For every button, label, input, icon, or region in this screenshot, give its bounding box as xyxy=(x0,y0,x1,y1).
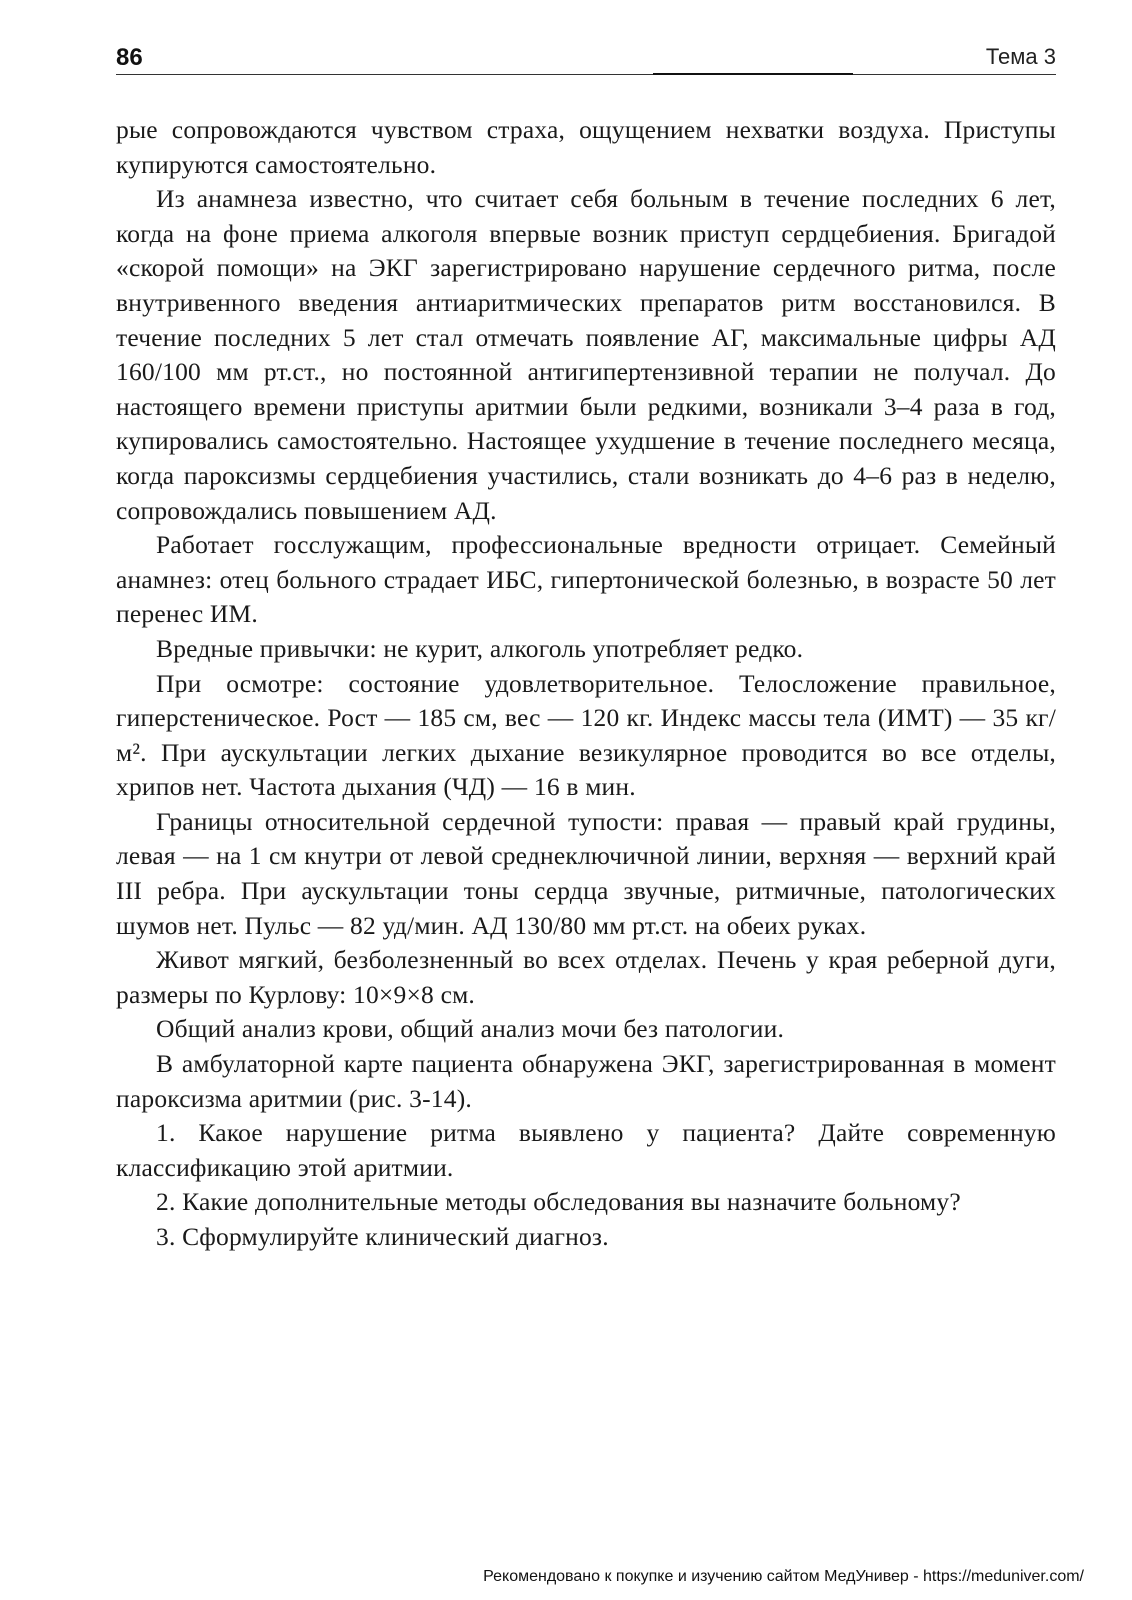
paragraph-ecg-record: В амбулаторной карте пациента обнаружена ЭКГ, зарегистрированная в момент пароксизма аритмии (рис. 3-14). xyxy=(116,1049,1056,1113)
body-text xyxy=(116,113,1056,1255)
paragraph-cardiac-borders: Границы относительной сердечной тупости: правая — правый край грудины, левая — на 1 см кнутри от левой среднеключичной линии, верхняя — верхний край III ребра. При аускультации тоны сердца звучные, ритмичные, патологических шумов нет. Пульс — 82 уд/мин. АД 130/80 мм рт.ст. на обеих руках. xyxy=(116,806,1056,940)
paragraph-habits: Вредные привычки: не курит, алкоголь употребляет редко. xyxy=(156,633,804,663)
question-1: 1. Какое нарушение ритма выявлено у пациента? Дайте современную классификацию этой аритмии. xyxy=(116,1118,1056,1182)
running-title: Тема 3 xyxy=(985,44,1056,69)
question-2: 2. Какие дополнительные методы обследования вы назначите больному? xyxy=(156,1187,961,1217)
paragraph-continuation: рые сопровождаются чувством страха, ощущением нехватки воздуха. Приступы купируются самостоятельно. xyxy=(116,115,1056,179)
page-number: 86 xyxy=(116,44,143,71)
paragraph-abdomen: Живот мягкий, безболезненный во всех отделах. Печень у края реберной дуги, размеры по Курлову: 10×9×8 см. xyxy=(116,945,1056,1009)
question-3: 3. Сформулируйте клинический диагноз. xyxy=(156,1222,609,1251)
paragraph-work-family-history: Работает госслужащим, профессиональные вредности отрицает. Семейный анамнез: отец больного страдает ИБС, гипертонической болезнью, в возрасте 50 лет перенес ИМ. xyxy=(116,530,1056,629)
paragraph-examination: При осмотре: состояние удовлетворительное. Телосложение правильное, гиперстеническое. Рост — 185 см, вес — 120 кг. Индекс массы тела (ИМТ) — 35 кг/м². При аускультации легких дыхание везикулярное проводится во все отделы, хрипов нет. Частота дыхания (ЧД) — 16 в мин. xyxy=(116,668,1056,802)
header-rule xyxy=(116,74,1056,75)
page-header xyxy=(116,44,1056,78)
header-rule-accent xyxy=(653,73,853,75)
paragraph-lab-tests: Общий анализ крови, общий анализ мочи без патологии. xyxy=(156,1014,785,1044)
paragraph-anamnesis: Из анамнеза известно, что считает себя больным в течение последних 6 лет, когда на фоне приема алкоголя впервые возник приступ сердцебиения. Бригадой «скорой помощи» на ЭКГ зарегистрировано нарушение сердечного ритма, после внутривенного введения антиаритмических препаратов ритм восстановился. В течение последних 5 лет стал отмечать появление АГ, максимальные цифры АД 160/100 мм рт.ст., но постоянной антигипертензивной терапии не получал. До настоящего времени приступы аритмии были редкими, возникали 3–4 раза в год, купировались самостоятельно. Настоящее ухудшение в течение последнего месяца, когда пароксизмы сердцебиения участились, стали возникать до 4–6 раз в неделю, сопровождались повышением АД. xyxy=(116,184,1056,525)
footer-note: Рекомендовано к покупке и изучению сайтом МедУнивер - https://meduniver.com/ xyxy=(483,1568,1084,1585)
